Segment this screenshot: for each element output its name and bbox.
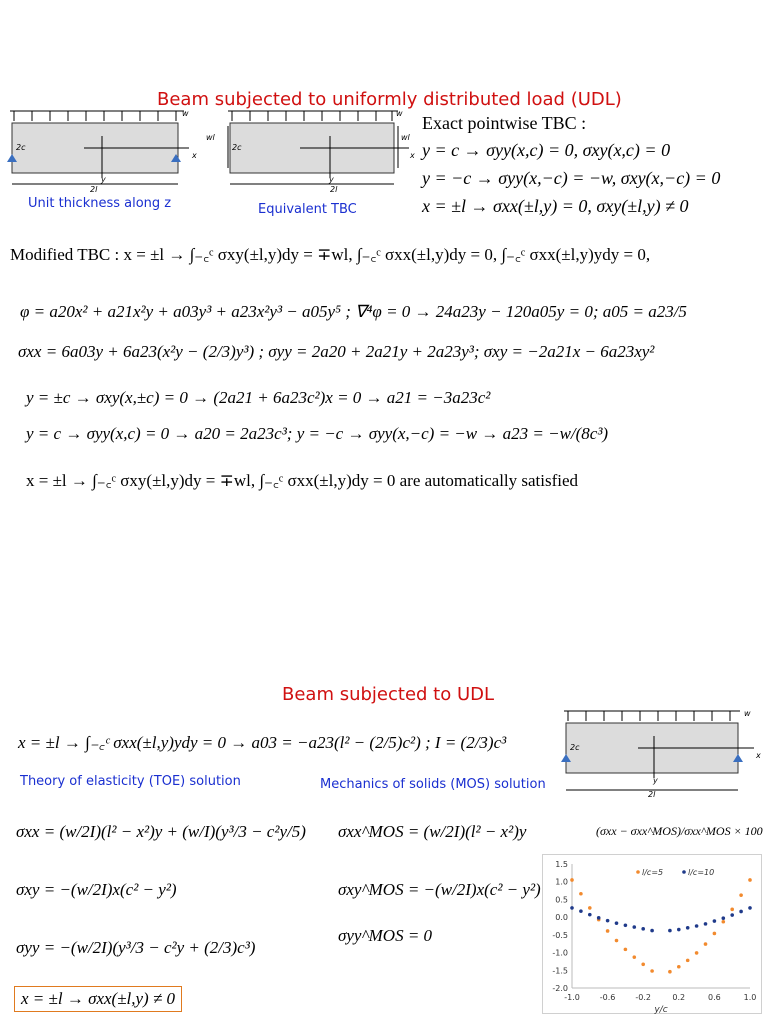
data-point (650, 969, 654, 973)
eq-condition-1: y = ±c → σxy(x,±c) = 0 → (2a21 + 6a23c²)x = 0 → a21 = −3a23c² (26, 388, 491, 407)
y-tick-label: -1.0 (552, 948, 568, 958)
data-point (588, 906, 592, 910)
beam-diagram-udl (4, 106, 214, 196)
svg-text:2l: 2l (330, 185, 338, 194)
data-point (606, 919, 610, 923)
label-x: x (192, 151, 197, 160)
x-tick-label: -1.0 (564, 993, 580, 1002)
data-point (633, 955, 637, 959)
caption-equivalent-tbc: Equivalent TBC (258, 202, 357, 217)
data-point (677, 965, 681, 969)
data-point (748, 878, 752, 882)
data-point (615, 921, 619, 925)
data-point (686, 959, 690, 963)
legend-marker (636, 870, 640, 874)
y-tick-label: -1.5 (552, 966, 568, 976)
eq-a03: x = ±l → ∫₋꜀ᶜ σxx(±l,y)ydy = 0 → a03 = −a23(l² − (2/5)c²) ; I = (2/3)c³ (18, 733, 507, 752)
boxed-statement: x = ±l → σxx(±l,y) ≠ 0 (14, 986, 182, 1012)
data-point (704, 922, 708, 926)
eq-stress: σxx = 6a03y + 6a23(x²y − (2/3)y³) ; σyy = 2a20 + 2a21y + 2a23y³; σxy = −2a21x − 6a23xy² (18, 342, 655, 361)
error-chart (542, 854, 762, 1014)
chart-frame (543, 855, 762, 1014)
modified-tbc: Modified TBC : x = ±l → ∫₋꜀ᶜ σxy(±l,y)dy = ∓wl, ∫₋꜀ᶜ σxx(±l,y)dy = 0, ∫₋꜀ᶜ σxx(±l,y)ydy = 0, (10, 245, 651, 264)
bottom-title: Beam subjected to UDL (282, 684, 495, 705)
legend-label: l/c=5 (642, 868, 664, 877)
data-point (579, 909, 583, 913)
svg-text:y: y (329, 175, 334, 184)
x-tick-label: 0.2 (672, 993, 686, 1002)
caption-unit-thickness: Unit thickness along z (28, 196, 172, 211)
svg-text:w: w (744, 709, 751, 718)
data-point (739, 893, 743, 897)
x-tick-label: -0.2 (635, 993, 652, 1002)
data-point (641, 962, 645, 966)
data-point (597, 916, 601, 920)
mos-sigma-xx: σxx^MOS = (w/2I)(l² − x²)y (338, 822, 527, 841)
tbc-line-2: y = −c → σyy(x,−c) = −w, σxy(x,−c) = 0 (422, 168, 721, 188)
data-point (722, 916, 726, 920)
label-2c: 2c (16, 143, 26, 152)
toe-label: Theory of elasticity (TOE) solution (20, 774, 241, 789)
x-tick-label: 1.0 (743, 993, 757, 1002)
svg-text:2l: 2l (648, 790, 656, 798)
data-point (695, 924, 699, 928)
data-point (579, 892, 583, 896)
svg-text:y: y (653, 776, 658, 785)
y-tick-label: 1.5 (555, 860, 568, 869)
data-point (668, 929, 672, 933)
label-y: y (101, 175, 106, 184)
chart-formula: (σxx − σxx^MOS)/σxx^MOS × 100 (596, 824, 763, 838)
y-tick-label: 0.0 (555, 913, 568, 923)
tbc-line-3: x = ±l → σxx(±l,y) = 0, σxy(±l,y) ≠ 0 (422, 196, 689, 216)
eq-phi: φ = a20x² + a21x²y + a03y³ + a23x²y³ − a05y⁵ ; ∇⁴φ = 0 → 24a23y − 120a05y = 0; a05 = a23/5 (20, 302, 687, 321)
y-tick-label: 0.5 (555, 895, 568, 905)
data-point (722, 920, 726, 924)
eq-condition-2: y = c → σyy(x,c) = 0 → a20 = 2a23c³; y = −c → σyy(x,−c) = −w → a23 = −w/(8c³) (26, 424, 609, 443)
data-point (588, 913, 592, 917)
svg-text:2c: 2c (570, 743, 580, 752)
y-tick-label: -0.5 (552, 930, 568, 940)
toe-sigma-xy: σxy = −(w/2I)x(c² − y²) (16, 880, 177, 899)
data-point (615, 939, 619, 943)
data-point (633, 925, 637, 929)
x-tick-label: 0.6 (708, 993, 721, 1002)
data-point (713, 919, 717, 923)
legend-marker (682, 870, 686, 874)
data-point (668, 970, 672, 974)
svg-text:x: x (410, 151, 415, 160)
svg-text:x: x (756, 751, 761, 760)
data-point (686, 926, 690, 930)
top-title: Beam subjected to uniformly distributed load (UDL) (157, 89, 622, 110)
data-point (624, 948, 628, 952)
svg-text:w: w (396, 109, 403, 118)
x-tick-label: -0.6 (599, 993, 616, 1002)
svg-text:2c: 2c (232, 143, 242, 152)
beam-diagram-equivalent (204, 106, 420, 196)
data-point (624, 923, 628, 927)
label-wl-left: wl (206, 133, 215, 142)
data-point (677, 928, 681, 932)
data-point (730, 913, 734, 917)
y-tick-label: -2.0 (552, 984, 568, 993)
legend-label: l/c=10 (688, 868, 715, 877)
data-point (570, 878, 574, 882)
data-point (641, 927, 645, 931)
data-point (730, 908, 734, 912)
data-point (739, 910, 743, 914)
y-tick-label: 1.0 (555, 877, 568, 887)
data-point (570, 906, 574, 910)
label-2l: 2l (90, 185, 98, 194)
mos-sigma-yy: σyy^MOS = 0 (338, 926, 433, 945)
mos-label: Mechanics of solids (MOS) solution (320, 777, 546, 792)
toe-sigma-xx: σxx = (w/2I)(l² − x²)y + (w/I)(y³/3 − c²y/5) (16, 822, 306, 841)
mos-sigma-xy: σxy^MOS = −(w/2I)x(c² − y²) (338, 880, 541, 899)
beam-diagram-bottom (558, 706, 766, 798)
label-wl-right: wl (401, 133, 410, 142)
data-point (713, 932, 717, 936)
data-point (748, 906, 752, 910)
label-w: w (182, 109, 189, 118)
data-point (695, 951, 699, 955)
tbc-line-1: y = c → σyy(x,c) = 0, σxy(x,c) = 0 (422, 140, 671, 160)
toe-sigma-yy: σyy = −(w/2I)(y³/3 − c²y + (2/3)c³) (16, 938, 256, 957)
data-point (650, 929, 654, 933)
data-point (606, 929, 610, 933)
data-point (704, 942, 708, 946)
eq-condition-3: x = ±l → ∫₋꜀ᶜ σxy(±l,y)dy = ∓wl, ∫₋꜀ᶜ σxx(±l,y)dy = 0 are automatically satisfied (26, 471, 579, 490)
exact-tbc-title: Exact pointwise TBC : (422, 113, 587, 133)
x-axis-label: y/c (654, 1005, 668, 1014)
